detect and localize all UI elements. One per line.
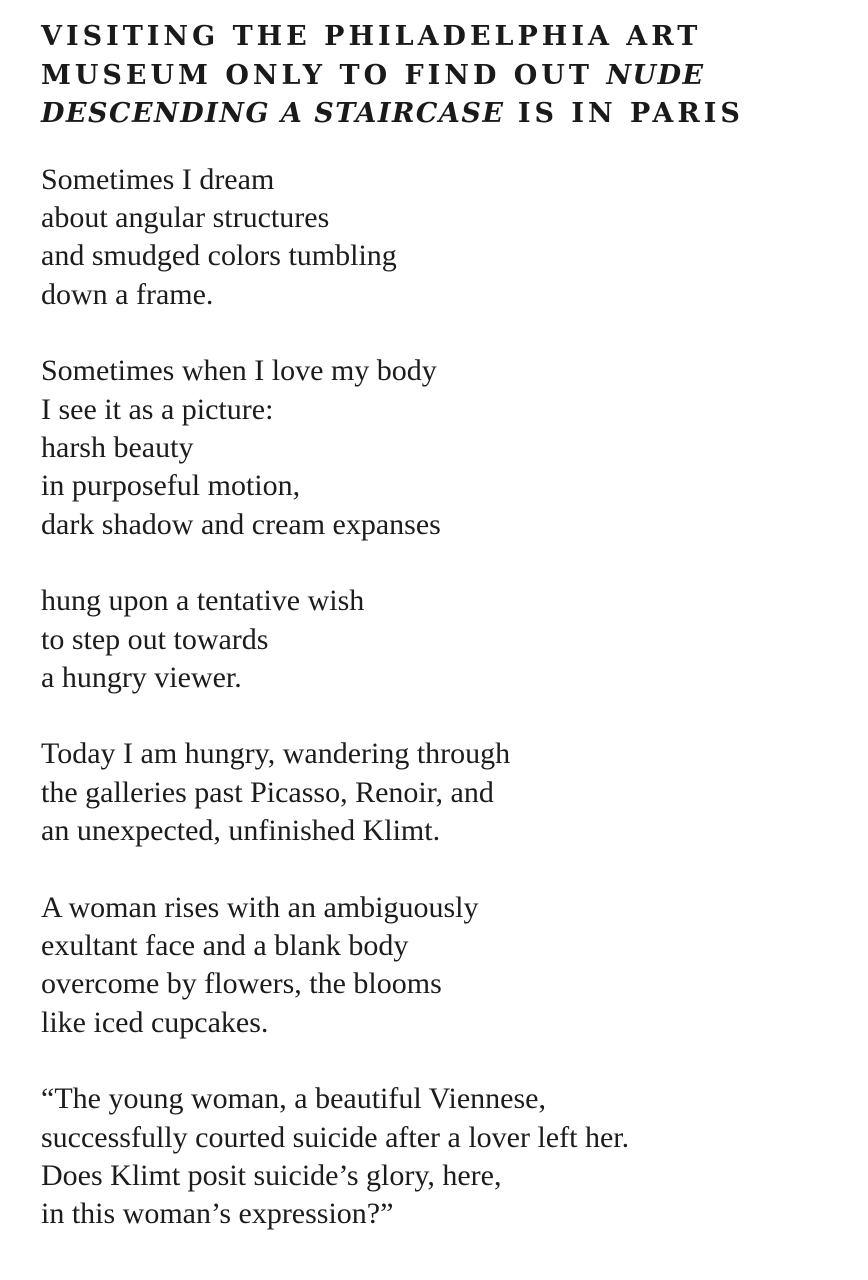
poem-page — [41, 18, 841, 1272]
verse-line: successfully courted suicide after a lover left her. — [41, 1120, 630, 1154]
title-line-3-italic: DESCENDING A STAIRCASE — [41, 98, 505, 129]
verse-line: like iced cupcakes. — [41, 1005, 269, 1039]
title-line-2-text: MUSEUM ONLY TO FIND OUT — [41, 59, 607, 91]
verse-line: down a frame. — [41, 277, 214, 311]
verse-line: Sometimes I dream — [41, 162, 275, 196]
verse-line: in purposeful motion, — [41, 469, 301, 503]
title-line-2-italic: NUDE — [606, 59, 705, 91]
verse-line: in this woman’s expression?” — [41, 1197, 394, 1231]
verse-line: Today I am hungry, wandering through — [41, 737, 511, 771]
verse-line: the galleries past Picasso, Renoir, and — [41, 775, 494, 809]
title-line-3 — [41, 95, 841, 134]
verse-line: and smudged colors tumbling — [41, 239, 397, 273]
verse-line: Does Klimt posit suicide’s glory, here, — [41, 1159, 502, 1193]
verse-line: I see it as a picture: — [41, 392, 274, 426]
stanza-2 — [41, 352, 841, 544]
title-line-3-text: IS IN PARIS — [504, 98, 744, 129]
stanza-5 — [41, 889, 841, 1043]
stanza-6 — [41, 1080, 841, 1234]
verse-line: about angular structures — [41, 200, 330, 234]
title-line-2 — [41, 57, 841, 96]
stanza-4 — [41, 735, 841, 850]
verse-line: an unexpected, unfinished Klimt. — [41, 814, 441, 848]
poem-title — [41, 18, 841, 134]
verse-line: hung upon a tentative wish — [41, 584, 365, 618]
verse-line: a hungry viewer. — [41, 660, 242, 694]
verse-line: to step out towards — [41, 622, 269, 656]
verse-line: exultant face and a blank body — [41, 929, 409, 962]
verse-line: dark shadow and cream expanses — [41, 507, 441, 541]
title-line-1: VISITING THE PHILADELPHIA ART — [41, 21, 702, 52]
verse-line: Sometimes when I love my body — [41, 354, 437, 388]
verse-line: “The young woman, a beautiful Viennese, — [41, 1082, 546, 1116]
stanza-1 — [41, 161, 841, 315]
verse-line: overcome by flowers, the blooms — [41, 967, 442, 1001]
stanza-3 — [41, 582, 841, 697]
verse-line: A woman rises with an ambiguously — [41, 890, 479, 924]
verse-line: harsh beauty — [41, 430, 194, 464]
